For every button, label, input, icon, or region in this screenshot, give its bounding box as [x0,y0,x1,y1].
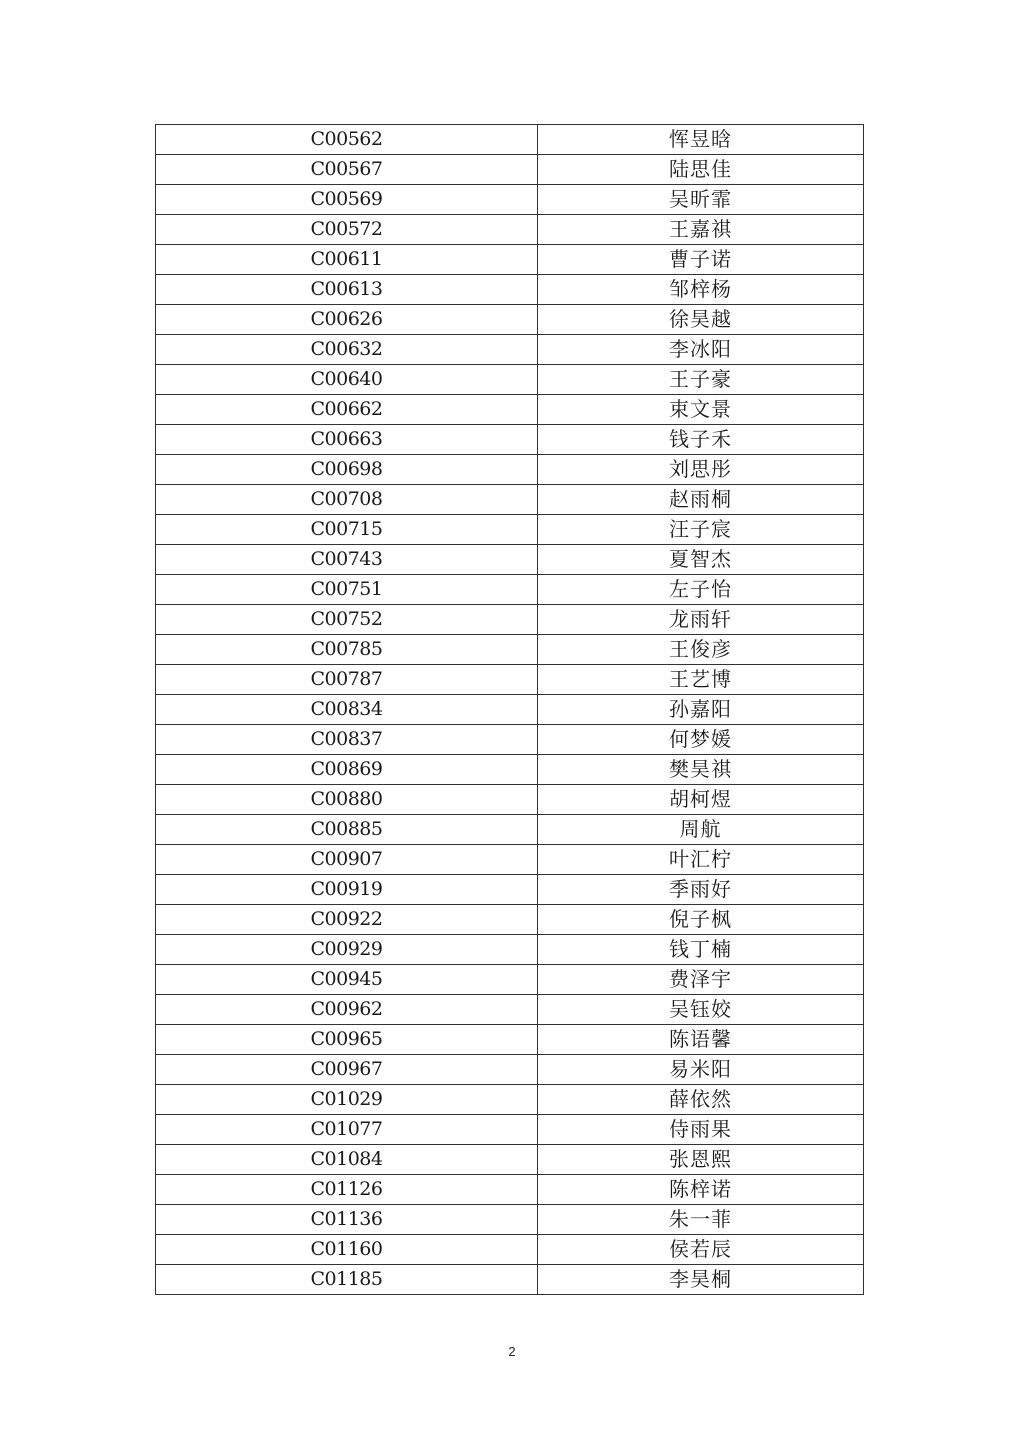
student-name-cell: 孙嘉阳 [538,695,864,725]
table-row [156,1175,864,1205]
student-id-cell: C00869 [156,755,538,785]
student-id-cell: C00640 [156,365,538,395]
student-name-cell: 李冰阳 [538,335,864,365]
table-row [156,935,864,965]
student-name-cell: 束文景 [538,395,864,425]
student-name-cell: 汪子宸 [538,515,864,545]
roster-table [155,124,864,1295]
table-row [156,785,864,815]
table-row [156,1205,864,1235]
student-name-cell: 刘思彤 [538,455,864,485]
student-name-cell: 费泽宇 [538,965,864,995]
student-id-cell: C00613 [156,275,538,305]
student-id-cell: C01126 [156,1175,538,1205]
table-row [156,215,864,245]
student-name-cell: 张恩熙 [538,1145,864,1175]
table-row [156,365,864,395]
student-id-cell: C00885 [156,815,538,845]
student-id-cell: C00663 [156,425,538,455]
table-row [156,545,864,575]
student-id-cell: C01029 [156,1085,538,1115]
table-row [156,125,864,155]
student-name-cell: 侯若辰 [538,1235,864,1265]
table-row [156,905,864,935]
student-id-cell: C00743 [156,545,538,575]
student-id-cell: C00569 [156,185,538,215]
table-row [156,635,864,665]
table-row [156,875,864,905]
student-id-cell: C00572 [156,215,538,245]
student-id-cell: C00708 [156,485,538,515]
student-name-cell: 侍雨果 [538,1115,864,1145]
student-id-cell: C00922 [156,905,538,935]
table-row [156,395,864,425]
table-row [156,515,864,545]
table-row [156,665,864,695]
student-id-cell: C00929 [156,935,538,965]
student-id-cell: C00965 [156,1025,538,1055]
table-row [156,1265,864,1295]
table-row [156,1145,864,1175]
student-id-cell: C01136 [156,1205,538,1235]
student-id-cell: C00752 [156,605,538,635]
table-row [156,335,864,365]
student-name-cell: 吴昕霏 [538,185,864,215]
student-name-cell: 钱丁楠 [538,935,864,965]
student-id-cell: C00715 [156,515,538,545]
table-row [156,1055,864,1085]
student-id-cell: C00837 [156,725,538,755]
student-name-cell: 倪子枫 [538,905,864,935]
student-name-cell: 恽昱晗 [538,125,864,155]
table-row [156,245,864,275]
table-row [156,485,864,515]
page-number: 2 [508,1344,516,1359]
student-name-cell: 王嘉祺 [538,215,864,245]
student-name-cell: 朱一菲 [538,1205,864,1235]
student-name-cell: 樊昊祺 [538,755,864,785]
table-row [156,725,864,755]
table-row [156,305,864,335]
student-name-cell: 何梦媛 [538,725,864,755]
student-name-cell: 薛依然 [538,1085,864,1115]
student-id-cell: C00698 [156,455,538,485]
student-id-cell: C00562 [156,125,538,155]
student-name-cell: 周航 [538,815,864,845]
student-id-cell: C00919 [156,875,538,905]
table-row [156,155,864,185]
roster-table-body [156,125,864,1295]
student-id-cell: C00567 [156,155,538,185]
student-id-cell: C00945 [156,965,538,995]
table-row [156,995,864,1025]
student-id-cell: C01160 [156,1235,538,1265]
student-id-cell: C01185 [156,1265,538,1295]
student-id-cell: C00611 [156,245,538,275]
table-row [156,1085,864,1115]
student-name-cell: 李昊桐 [538,1265,864,1295]
student-name-cell: 赵雨桐 [538,485,864,515]
table-row [156,845,864,875]
student-id-cell: C00662 [156,395,538,425]
student-name-cell: 王子豪 [538,365,864,395]
student-name-cell: 吴钰姣 [538,995,864,1025]
table-row [156,185,864,215]
table-row [156,1025,864,1055]
student-name-cell: 王艺博 [538,665,864,695]
student-id-cell: C00632 [156,335,538,365]
student-name-cell: 夏智杰 [538,545,864,575]
student-id-cell: C00785 [156,635,538,665]
student-id-cell: C00880 [156,785,538,815]
student-id-cell: C00962 [156,995,538,1025]
table-row [156,965,864,995]
student-name-cell: 龙雨轩 [538,605,864,635]
table-row [156,1235,864,1265]
student-id-cell: C01084 [156,1145,538,1175]
student-name-cell: 陈语馨 [538,1025,864,1055]
table-row [156,695,864,725]
student-name-cell: 钱子禾 [538,425,864,455]
table-row [156,575,864,605]
student-id-cell: C00967 [156,1055,538,1085]
student-name-cell: 叶汇柠 [538,845,864,875]
student-name-cell: 邹梓杨 [538,275,864,305]
student-name-cell: 左子怡 [538,575,864,605]
student-name-cell: 徐昊越 [538,305,864,335]
student-id-cell: C00834 [156,695,538,725]
student-name-cell: 陆思佳 [538,155,864,185]
table-row [156,815,864,845]
student-id-cell: C01077 [156,1115,538,1145]
table-row [156,455,864,485]
student-name-cell: 季雨好 [538,875,864,905]
student-name-cell: 陈梓诺 [538,1175,864,1205]
student-id-cell: C00751 [156,575,538,605]
table-row [156,275,864,305]
student-id-cell: C00907 [156,845,538,875]
student-name-cell: 易米阳 [538,1055,864,1085]
table-row [156,605,864,635]
student-name-cell: 曹子诺 [538,245,864,275]
student-name-cell: 胡柯煜 [538,785,864,815]
student-id-cell: C00626 [156,305,538,335]
table-row [156,425,864,455]
student-id-cell: C00787 [156,665,538,695]
table-row [156,1115,864,1145]
student-name-cell: 王俊彦 [538,635,864,665]
table-row [156,755,864,785]
